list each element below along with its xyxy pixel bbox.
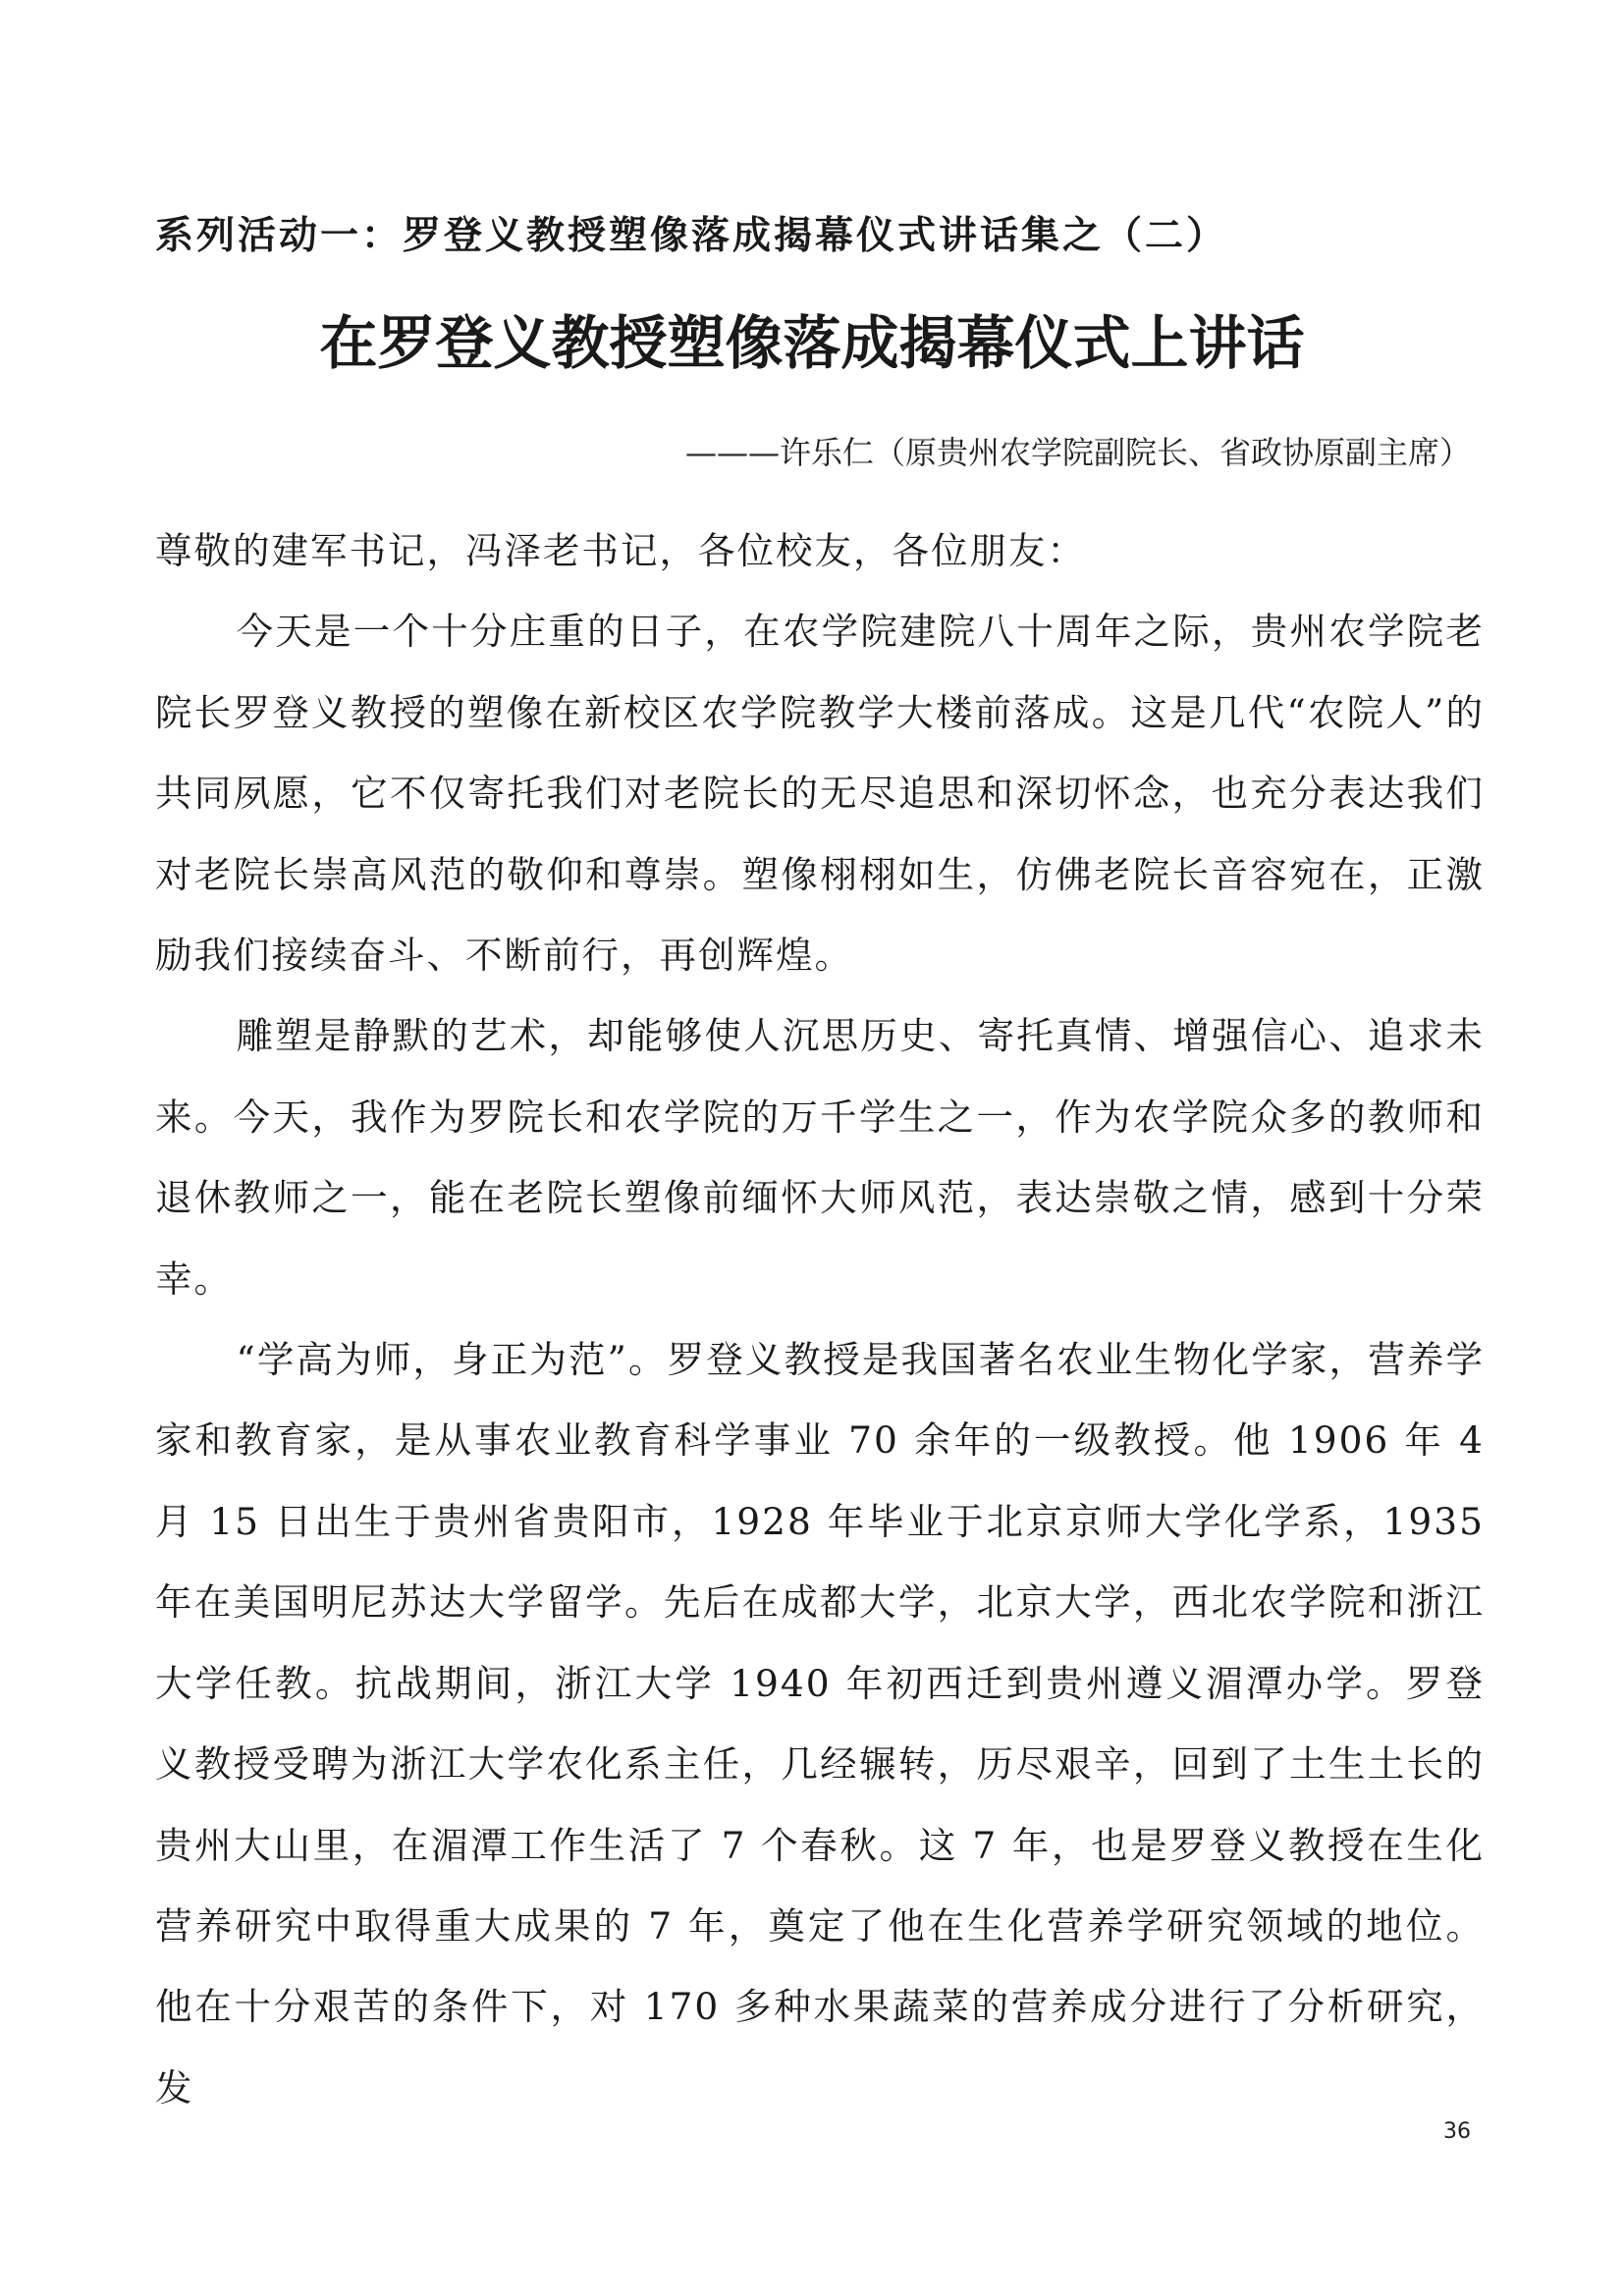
salutation: 尊敬的建军书记，冯泽老书记，各位校友，各位朋友： (155, 529, 1086, 572)
series-title: 系列活动一：罗登义教授塑像落成揭幕仪式讲话集之（二） (155, 214, 1228, 258)
author-byline: ———许乐仁（原贵州农学院副院长、省政协原副主席） (684, 434, 1471, 471)
paragraph-2: 雕塑是静默的艺术，却能够使人沉思历史、寄托真情、增强信心、追求未来。今天，我作为罗院长和农学院的万千学生之一，作为农学院众多的教师和退休教师之一，能在老院长塑像前缅怀大师风范，表达崇敬之情，感到十分荣幸。 (155, 1014, 1485, 1301)
paragraph-1: 今天是一个十分庄重的日子，在农学院建院八十周年之际，贵州农学院老院长罗登义教授的塑像在新校区农学院教学大楼前落成。这是几代“农院人”的共同夙愿，它不仅寄托我们对老院长的无尽追思和深切怀念，也充分表达我们对老院长崇高风范的敬仰和尊崇。塑像栩栩如生，仿佛老院长音容宛在，正激励我们接续奋斗、不断前行，再创辉煌。 (155, 610, 1485, 978)
body-text (155, 510, 1485, 2128)
paragraph-3: “学高为师，身正为范”。罗登义教授是我国著名农业生物化学家，营养学家和教育家，是从事农业教育科学事业 70 余年的一级教授。他 1906 年 4 月 15 日出生于贵州省贵阳市，1928 年毕业于北京京师大学化学系，1935 年在美国明尼苏达大学留学。先后在成都大学，北京大学，西北农学院和浙江大学任教。抗战期间，浙江大学 1940 年初西迁到贵州遵义湄潭办学。罗登义教授受聘为浙江大学农化系主任，几经辗转，历尽艰辛，回到了土生土长的贵州大山里，在湄潭工作生活了 7 个春秋。这 7 年，也是罗登义教授在生化营养研究中取得重大成果的 7 年，奠定了他在生化营养学研究领域的地位。他在十分艰苦的条件下，对 170 多种水果蔬菜的营养成分进行了分析研究，发 (155, 1338, 1485, 2109)
page-number: 36 (1443, 2119, 1471, 2144)
main-title: 在罗登义教授塑像落成揭幕仪式上讲话 (319, 309, 1305, 377)
